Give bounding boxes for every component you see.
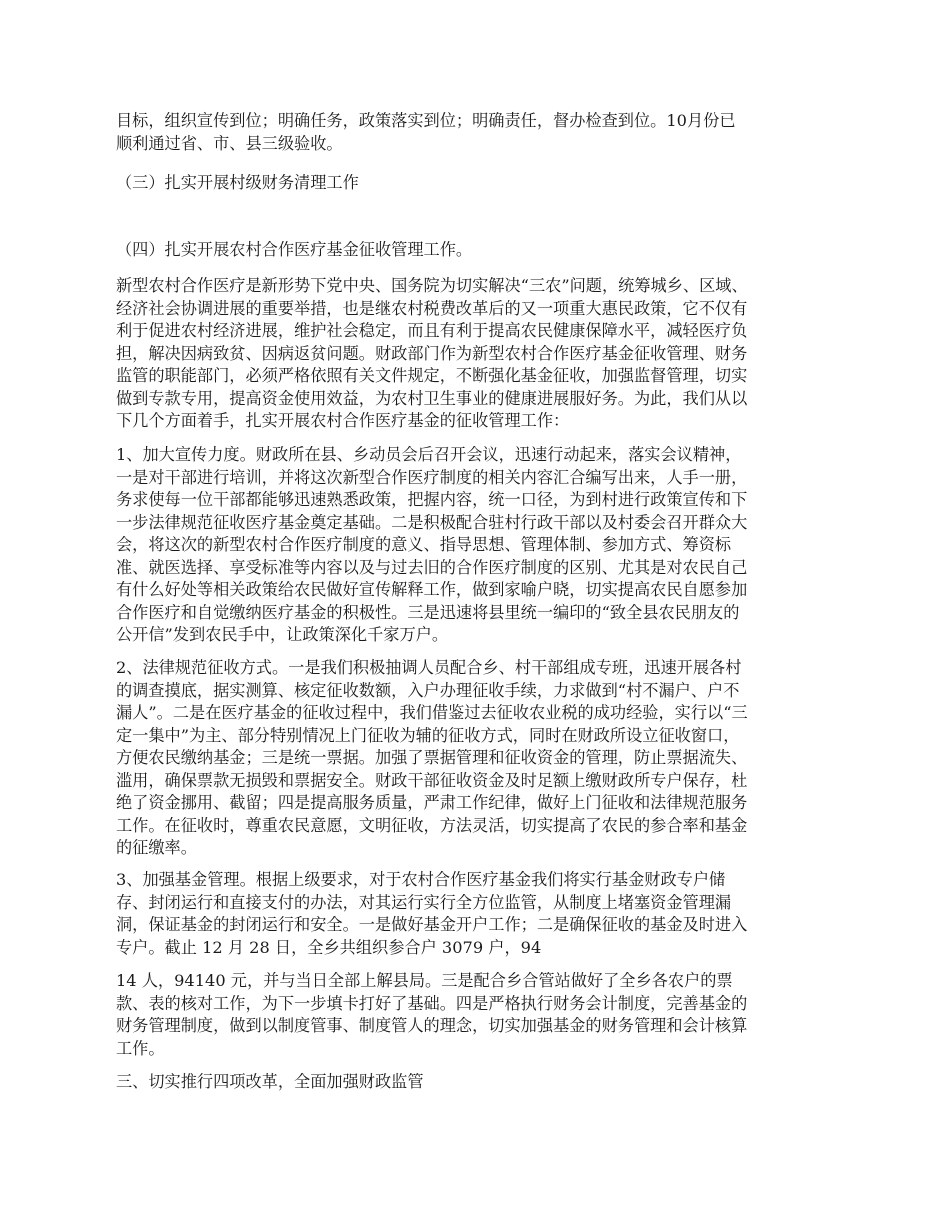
text-line: 工作。在征收时，尊重农民意愿，文明征收，方法灵活，切实提高了农民的参合率和基金 bbox=[116, 815, 748, 835]
text-line: 合作医疗和自觉缴纳医疗基金的积极性。三是迅速将县里统一编印的“致全县农民朋友的 bbox=[116, 602, 740, 622]
paragraph-publicity bbox=[116, 444, 836, 647]
text-line: 做到专款专用，提高资金使用效益，为农村卫生事业的健康进展服好务。为此，我们从以 bbox=[116, 388, 748, 408]
text-line: 会，将这次的新型农村合作医疗制度的意义、指导思想、管理体制、参加方式、筹资标 bbox=[116, 535, 732, 554]
paragraph-intro bbox=[116, 275, 836, 433]
text-line: 14 人，94140 元，并与当日全部上解县局。三是配合乡合管站做好了全乡各农户的票 bbox=[116, 971, 733, 990]
text-line: 工作。 bbox=[116, 1038, 165, 1058]
text-line: 1、加大宣传力度。财政所在县、乡动员会后召开会议，迅速行动起来，落实会议精神， bbox=[116, 445, 742, 464]
text-line: 定一集中”为主、部分特别情况上门征收为辅的征收方式，同时在财政所设立征收窗口， bbox=[116, 725, 740, 745]
paragraph-collection bbox=[116, 657, 836, 860]
text-line: 存、封闭运行和直接支付的办法，对其运行实行全方位监管，从制度上堵塞资金管理漏 bbox=[116, 892, 732, 912]
text-line: 款、表的核对工作，为下一步填卡打好了基础。四是严格执行财务会计制度，完善基金的 bbox=[116, 993, 748, 1013]
text-line: 滥用，确保票款无损毁和票据安全。财政干部征收资金及时足额上缴财政所专户保存，杜 bbox=[116, 770, 748, 790]
text-line: 利于促进农村经济进展，维护社会稳定，而且有利于提高农民健康保障水平，减轻医疗负 bbox=[116, 321, 748, 340]
text-line: 绝了资金挪用、截留；四是提高服务质量，严肃工作纪律，做好上门征收和法律规范服务 bbox=[116, 793, 748, 812]
text-line: 务求使每一位干部都能够迅速熟悉政策，把握内容，统一口径，为到村进行政策宣传和下 bbox=[116, 490, 748, 509]
heading-section-three: 三、切实推行四项改革，全面加强财政监管 bbox=[116, 1072, 424, 1091]
text-line: 目标，组织宣传到位；明确任务，政策落实到位；明确责任，督办检查到位。10月份已 bbox=[116, 111, 736, 130]
text-line: 一步法律规范征收医疗基金奠定基础。二是积极配合驻村行政干部以及村委会召开群众大 bbox=[116, 512, 748, 532]
text-line: 新型农村合作医疗是新形势下党中央、国务院为切实解决“三农”问题，统筹城乡、区域、 bbox=[116, 276, 748, 295]
text-line: 的调查摸底，据实测算、核定征收数额，入户办理征收手续，力求做到“村不漏户、户不 bbox=[116, 680, 740, 700]
text-line: 经济社会协调进展的重要举措，也是继农村税费改革后的又一项重大惠民政策，它不仅有 bbox=[116, 298, 748, 318]
paragraph-fund-continued bbox=[116, 970, 836, 1060]
paragraph-fund-management bbox=[116, 869, 836, 959]
paragraph-acceptance bbox=[116, 110, 836, 155]
text-line: 3、加强基金管理。根据上级要求，对于农村合作医疗基金我们将实行基金财政专户储 bbox=[116, 870, 726, 889]
text-line: 的征缴率。 bbox=[116, 838, 197, 857]
text-line: 下几个方面着手，扎实开展农村合作医疗基金的征收管理工作： bbox=[116, 411, 570, 430]
text-line: 漏人”。二是在医疗基金的征收过程中，我们借鉴过去征收农业税的成功经验，实行以“三 bbox=[116, 703, 748, 722]
text-line: 担，解决因病致贫、因病返贫问题。财政部门作为新型农村合作医疗基金征收管理、财务 bbox=[116, 343, 748, 363]
text-line: 公开信”发到农民手中，让政策深化千家万户。 bbox=[116, 625, 449, 644]
text-line: 有什么好处等相关政策给农民做好宣传解释工作，做到家喻户晓，切实提高农民自愿参加 bbox=[116, 580, 748, 599]
text-line: 监管的职能部门，必须严格依照有关文件规定，不断强化基金征收，加强监督管理，切实 bbox=[116, 366, 748, 385]
text-line: 顺利通过省、市、县三级验收。 bbox=[116, 133, 343, 153]
text-line: 财务管理制度，做到以制度管事、制度管人的理念，切实加强基金的财务管理和会计核算 bbox=[116, 1016, 748, 1035]
heading-medical-fund: （四）扎实开展农村合作医疗基金征收管理工作。 bbox=[116, 240, 473, 259]
text-line: 方便农民缴纳基金；三是统一票据。加强了票据管理和征收资金的管理，防止票据流失、 bbox=[116, 748, 748, 767]
text-line: 准、就医选择、享受标准等内容以及与过去旧的合作医疗制度的区别、尤其是对农民自己 bbox=[116, 557, 748, 577]
text-line: 专户。截止 12 月 28 日，全乡共组织参合户 3079 户，94 bbox=[116, 937, 542, 957]
heading-village-finance: （三）扎实开展村级财务清理工作 bbox=[116, 173, 359, 192]
text-line: 一是对干部进行培训，并将这次新型合作医疗制度的相关内容汇合编写出来，人手一册， bbox=[116, 467, 748, 487]
text-line: 2、法律规范征收方式。一是我们积极抽调人员配合乡、村干部组成专班，迅速开展各村 bbox=[116, 658, 742, 677]
text-line: 洞，保证基金的封闭运行和安全。一是做好基金开户工作；二是确保征收的基金及时进入 bbox=[116, 915, 748, 934]
